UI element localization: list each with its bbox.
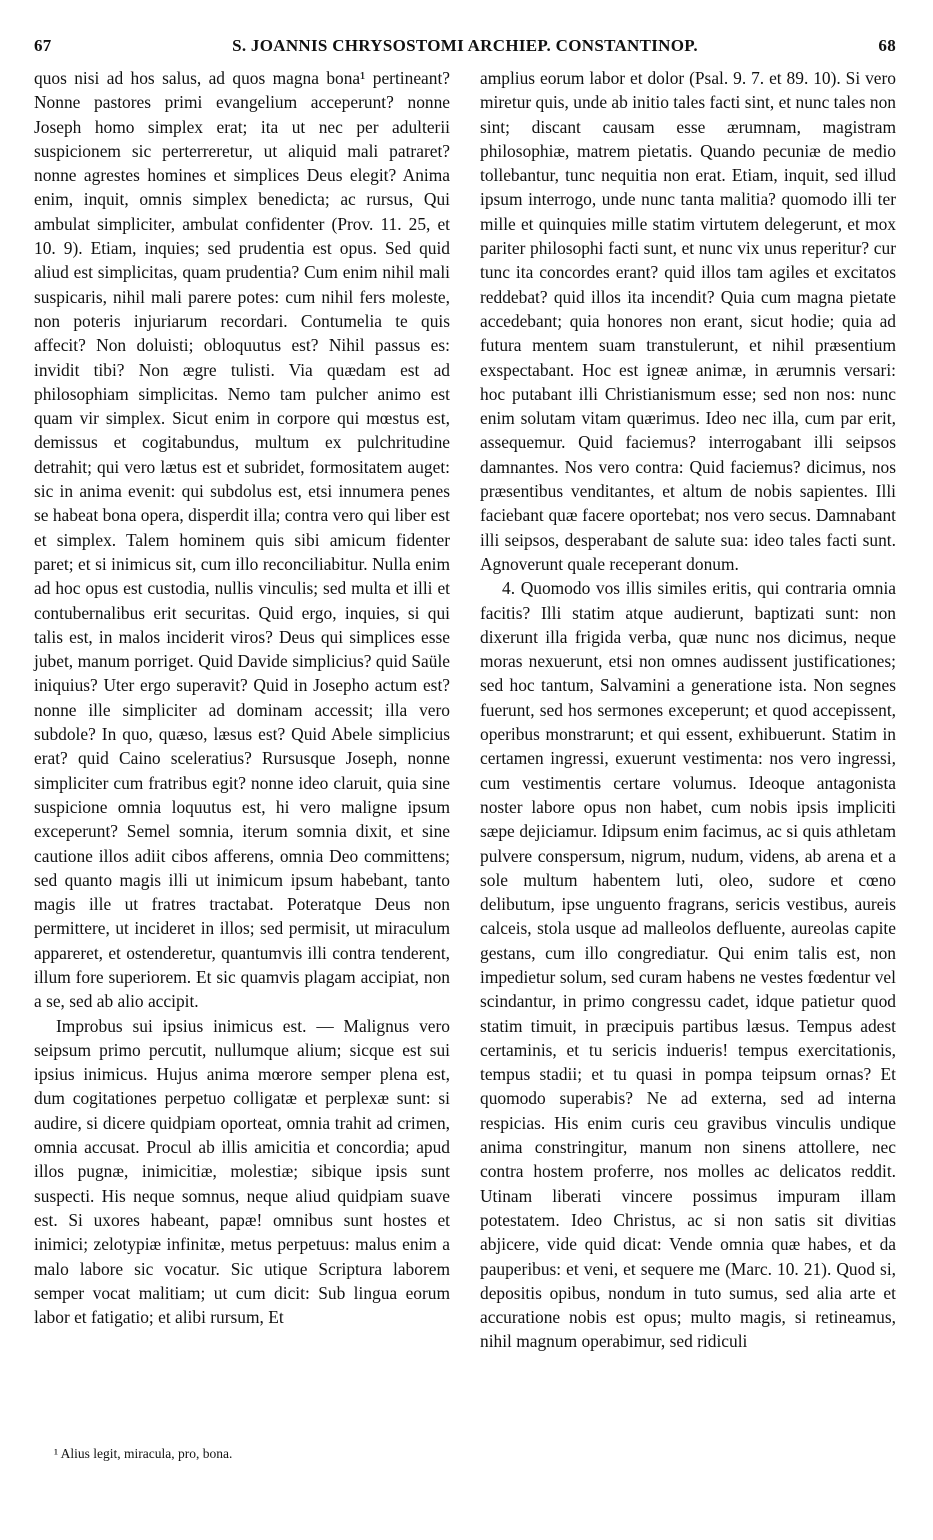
left-column xyxy=(34,66,450,1329)
left-paragraph-1: quos nisi ad hos salus, ad quos magna bona¹ pertineant? Nonne pastores primi evangelium acceperunt? nonne Joseph homo simplex erat; ita ut nec per adulterii suspicionem sic perterreretur, ut aliquid mali patraret? nonne agrestes homines et simplices Deus elegit? Anima enim, inquit, omnis simplex benedicta; ac rursus, Qui ambulat simpliciter, ambulat confidenter (Prov. 11. 25, et 10. 9). Etiam, inquies; sed prudentia est opus. Sed quid aliud est simplicitas, quam prudentia? Cum enim nihil mali suspicaris, nihil mali parere potes: cum nihil fers moleste, non poteris injuriarum recordari. Contumelia te quis affecit? Non doluisti; obloquutus est? Nihil passus es: invidit tibi? Non ægre tulisti. Via quædam est ad philosophiam simplicitas. Nemo tam pulcher animo est quam vir simplex. Sicut enim in corpore qui mœstus est, demissus et cogitabundus, multum ex pulchritudine detrahit; qui vero lætus est et subridet, formositatem auget: sic in anima evenit: qui subdolus est, etsi innumera penes se habeat bona opera, disperdit illa; contra vero qui liber est et simplex. Talem hominem quis sibi amicum fidenter paret; et si inimicus sit, cum illo reconciliabitur. Nulla enim ad hoc opus est custodia, nullis vinculis; sed multa et illi et contubernalibus erit securitas. Quid ergo, inquies, si qui talis est, in malos inciderit viros? Deus qui simplices esse jubet, manum porriget. Quid Davide simplicius? quid Saüle iniquius? Uter ergo superavit? Quid in Josepho actum est? nonne ille simpliciter ad dominam accessit; illa vero subdole? In quo, quæso, læsus est? Quid Abele simplicius erat? quid Caino sceleratius? Rursusque Joseph, nonne simpliciter cum fratribus egit? nonne ideo claruit, quia sine suspicione omnia loquutus est, hi vero maligne ipsum exceperunt? Semel somnia, iterum somnia dixit, et sine cautione illos adiit cibos afferens, omnia Deo committens; sed quanto magis illi ut inimicum ipsum habebant, tanto magis ille ut fratres tractabat. Poteratque Deus non permittere, ut incideret in illos; sed permisit, ut miraculum appareret, et ostenderetur, quantumvis illi contra tenderent, illum fore superiorem. Et sic quamvis plagam accipiat, non a se, sed ab alio accipit. xyxy=(34,68,450,1012)
right-paragraph-1: amplius eorum labor et dolor (Psal. 9. 7. et 89. 10). Si vero miretur quis, unde ab initio tales facti sint, et nunc tales non sint; discant causam esse ærumnam, magistram philosophiæ, matrem pietatis. Quando pecuniæ de medio tollebantur, tunc nequitia non erat. Etiam, inquit, sed illud ipsum interrogo, unde nunc tanta malitia? quomodo illi ter mille et quinquies mille statim virtutem delegerunt, et mox pariter philosophi facti sunt, et nunc vix unus reperitur? cur tunc ita concordes erant? quid illos tam agiles et excitatos reddebat? quid illos ita incendit? Quia cum magna pietate accedebant; quia honores non erant, sicut hodie; quia ad futura mentem suam transtulerunt, et nihil præsentium exspectabant. Hoc est igneæ animæ, in ærumnis versari: hoc putabant illi Christianismum esse; sed non nos: nunc enim solutam vitam quærimus. Ideo nec illa, cum par erit, assequemur. Quid faciemus? interrogabant illi seipsos damnantes. Nos vero contra: Quid faciemus? dicimus, nos præsentibus venditantes, et altum de nobis sapientes. Illi faciebant quæ facere oportebat; nos vero secus. Damnabant illi seipsos, desperabant de salute sua: ideo tales facti sunt. Agnoverunt quale receperant donum. xyxy=(480,68,896,574)
right-paragraph-2: 4. Quomodo vos illis similes eritis, qui contraria omnia facitis? Illi statim atque audierunt, baptizati sunt: non dixerunt illa frigida verba, quæ nunc nos dicimus, neque moras nexuerunt, etsi non omnes audissent justificationes; sed hoc tantum, Salvamini a generatione ista. Non segnes fuerunt, sed hos sermones exceperunt; et quod accepissent, operibus monstrarunt; et qui essent, exhibuerunt. Statim in certamen ingressi, exuerunt vestimenta: nos vero ingressi, cum vestimentis certare volumus. Ideoque antagonista noster labore opus non habet, cum nobis ipsis impliciti sæpe dejiciamur. Idipsum enim facimus, ac si quis athletam pulvere conspersum, nigrum, nudum, videns, ab arena et a sole multum habentem luti, oleo, sudore et cœno delibutum, ipse unguento fragrans, sericis vestibus, aureis calceis, stola usque ad malleolos defluente, aureolas capite gestans, cum illo congrediatur. Qui enim talis est, non impedietur solum, sed curam habens ne vestes fœdentur vel scindantur, in primo congressu cadet, idque patietur quod statim timuit, in præcipuis partibus læsus. Tempus adest certaminis, et tu sericis indueris! tempus exercitationis, tempus stadii; et tu quasi in pompa teipsum ornas? Et quomodo superabis? Ne ad externa, sed ad interna respicias. His enim curis ceu gravibus vinculis undique anima constringitur, manum non sinens attollere, nec contra hostem proferre, nos molles ac delicatos reddit. Utinam liberati vincere possimus impuram illam potestatem. Ideo Christus, ac si non satis sit divitias abjicere, vide quid dicat: Vende omnia quæ habes, et da pauperibus: et veni, et sequere me (Marc. 10. 21). Quod si, depositis opibus, nondum in tuto sumus, sed alia arte et accuratione nobis est opus; multo magis, si retineamus, nihil magnum operabimur, sed ridiculi xyxy=(480,578,896,1352)
page-header xyxy=(34,36,896,58)
running-title: S. JOANNIS CHRYSOSTOMI ARCHIEP. CONSTANTINOP. xyxy=(232,36,698,55)
page-number-right: 68 xyxy=(878,36,896,55)
page-number-left: 67 xyxy=(34,36,52,55)
left-paragraph-2: Improbus sui ipsius inimicus est. — Malignus vero seipsum primo percutit, nullumque alium; sicque est sui ipsius inimicus. Hujus anima mœrore semper plena est, dum cogitationes perpetuo colligatæ et perplexæ sunt: si audire, si dicere quidpiam oporteat, omnia trahit ad crimen, omnia accusat. Procul ab illis amicitia et concordia; apud illos pugnæ, inimicitiæ, molestiæ; sibique ipsis sunt suspecti. His neque somnus, neque aliud quidpiam suave est. Si uxores habeant, papæ! omnibus sunt hostes et inimici; zelotypiæ infinitæ, metus perpetuus: malus enim a malo labore sic vocatur. Sic utique Scriptura laborem semper vocat malitiam; ut cum dicit: Sub lingua eorum labor et fatigatio; et alibi rursum, Et xyxy=(34,1015,450,1328)
footnote: ¹ Alius legit, miracula, pro, bona. xyxy=(54,1446,233,1461)
right-column xyxy=(480,66,896,1354)
